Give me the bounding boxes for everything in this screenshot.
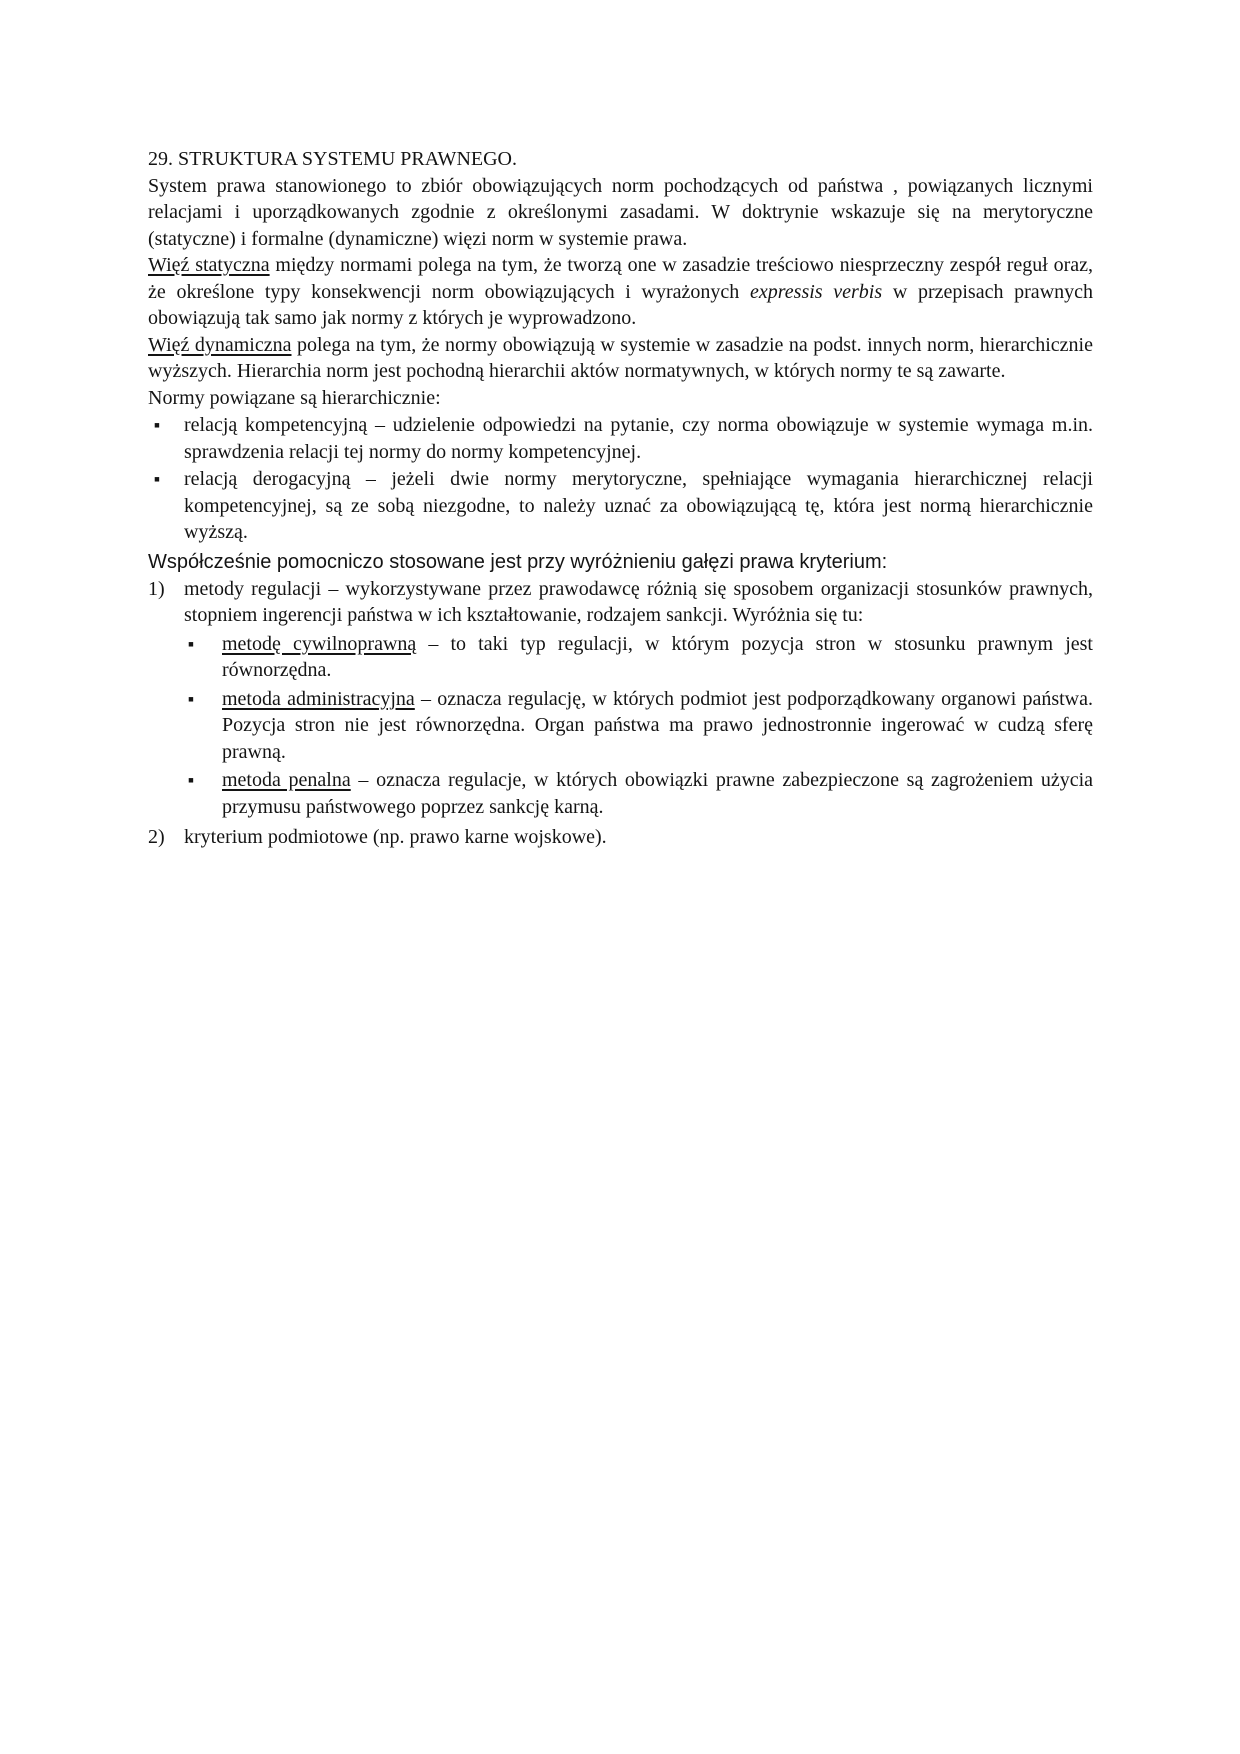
- hierarchy-intro: Normy powiązane są hierarchicznie:: [148, 386, 441, 409]
- hierarchy-list: [148, 412, 1093, 546]
- list-item-text: relacją kompetencyjną – udzielenie odpowiedzi na pytanie, czy norma obowiązuje w systemie wymaga m.in. sprawdzenia relacji tej normy do normy kompetencyjnej.: [184, 414, 1093, 463]
- method-term: metodę cywilnoprawną: [222, 632, 417, 655]
- method-term: metoda administracyjna: [222, 687, 415, 710]
- list-item: [184, 686, 1093, 766]
- list-item: [148, 466, 1093, 546]
- methods-list: [184, 631, 1093, 821]
- static-bond-text-end: w przepisach prawnych obowiązują tak samo jak normy z których je wyprowadzono.: [148, 280, 1094, 329]
- dynamic-bond-term: Więź dynamiczna: [148, 333, 292, 356]
- bullet-icon: ▪: [153, 415, 161, 435]
- method-term: metoda penalna: [222, 769, 351, 791]
- bullet-icon: ▪: [187, 633, 195, 654]
- method-text: – oznacza regulacje, w których obowiązki prawne zabezpieczone są zagrożeniem użycia przymusu państwowego poprzez sankcję karną.: [222, 769, 1094, 818]
- item-number: 2): [148, 826, 165, 848]
- intro-paragraph: System prawa stanowionego to zbiór obowiązujących norm pochodzących od państwa , powiązanych licznymi relacjami i uporządkowanych zgodnie z określonymi zasadami. W doktrynie wskazuje się na merytoryczne (statyczne) i formalne (dynamiczne) więzi norm w systemie prawa.: [148, 174, 1093, 250]
- criteria-list: [148, 576, 1093, 851]
- item-number: 1): [148, 577, 165, 600]
- static-bond-term: Więź statyczna: [148, 254, 270, 276]
- dynamic-bond-paragraph: [148, 332, 1093, 385]
- method-text: – oznacza regulację, w których podmiot jest podporządkowany organowi państwa. Pozycja stron nie jest równorzędna. Organ państwa ma prawo jednostronnie ingerować w cudzą sferę prawną.: [222, 687, 1093, 763]
- list-item: [148, 412, 1093, 465]
- static-bond-paragraph: [148, 252, 1093, 332]
- section-title: 29. STRUKTURA SYSTEMU PRAWNEGO.: [148, 148, 517, 170]
- bullet-icon: ▪: [187, 770, 195, 790]
- criteria-item-text: metody regulacji – wykorzystywane przez prawodawcę różnią się sposobem organizacji stosunków prawnych, stopniem ingerencji państwa w ich kształtowanie, rodzajem sankcji. Wyróżnia się tu:: [184, 577, 1093, 626]
- static-bond-latin-phrase: expressis verbis: [749, 280, 883, 303]
- criteria-intro: Współcześnie pomocniczo stosowane jest przy wyróżnieniu gałęzi prawa kryterium:: [148, 550, 888, 573]
- criteria-item-subject: [148, 824, 1093, 851]
- dynamic-bond-text: polega na tym, że normy obowiązują w systemie w zasadzie na podst. innych norm, hierarchicznie wyższych. Hierarchia norm jest pochodną hierarchii aktów normatywnych, w których normy te są zawarte.: [148, 333, 1093, 382]
- bullet-icon: ▪: [153, 469, 161, 489]
- list-item-text: relacją derogacyjną – jeżeli dwie normy merytoryczne, spełniające wymagania hierarchicznej relacji kompetencyjnej, są ze sobą niezgodne, to należy uznać za obowiązującą tę, która jest normą hierarchicznie wyższą.: [184, 468, 1093, 543]
- method-text: – to taki typ regulacji, w którym pozycja stron w stosunku prawnym jest równorzędna.: [222, 632, 1093, 681]
- criteria-item-text: kryterium podmiotowe (np. prawo karne wojskowe).: [184, 826, 607, 848]
- document-page: [148, 146, 1093, 851]
- bullet-icon: ▪: [187, 688, 195, 709]
- list-item: [184, 767, 1093, 820]
- list-item: [184, 631, 1093, 684]
- static-bond-text: między normami polega na tym, że tworzą one w zasadzie treściowo niesprzeczny zespół reguł oraz, że określone typy konsekwencji norm obowiązujących i wyrażonych: [148, 254, 1094, 303]
- criteria-item-methods: [148, 576, 1093, 821]
